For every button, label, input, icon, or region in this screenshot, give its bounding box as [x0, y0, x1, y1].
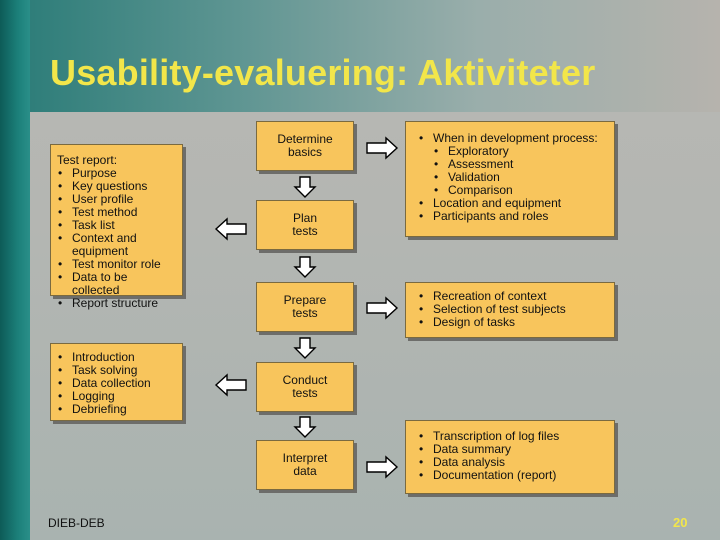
- list-item: • Data collection: [57, 377, 178, 390]
- conduct-activities-box: [50, 343, 183, 421]
- sub-list: [433, 145, 610, 197]
- list-item: • Task list: [57, 219, 178, 232]
- list-item-text: When in development process:: [433, 131, 598, 145]
- interpret-details-box: [405, 420, 615, 494]
- list-item: • Location and equipment: [418, 197, 610, 210]
- list-item: • Transcription of log files: [418, 430, 610, 443]
- sub-list-item: • Comparison: [433, 184, 610, 197]
- list-item: • User profile: [57, 193, 178, 206]
- step-label: Conduct tests: [282, 373, 328, 400]
- down-arrow-icon: [294, 176, 316, 198]
- right-arrow-icon: [366, 137, 398, 159]
- list-item: • Logging: [57, 390, 178, 403]
- list-item: • Test method: [57, 206, 178, 219]
- list-item: • Participants and roles: [418, 210, 610, 223]
- left-arrow-icon: [215, 218, 247, 240]
- down-arrow-icon: [294, 337, 316, 359]
- list-item: • Data summary: [418, 443, 610, 456]
- list-item: • Data to be collected: [57, 271, 178, 297]
- interpret-details-list: [418, 430, 610, 482]
- step-label: Prepare tests: [283, 293, 327, 320]
- list-item: • Debriefing: [57, 403, 178, 416]
- step-label: Determine basics: [277, 132, 333, 159]
- step-label: Plan tests: [292, 211, 318, 238]
- sub-list-item: • Exploratory: [433, 145, 610, 158]
- footer-label: DIEB-DEB: [48, 516, 105, 530]
- conduct-activities-list: [57, 351, 178, 416]
- step-plan-tests: [256, 200, 354, 250]
- down-arrow-icon: [294, 416, 316, 438]
- list-item: • Report structure: [57, 297, 178, 310]
- sub-list-item: • Assessment: [433, 158, 610, 171]
- step-conduct-tests: [256, 362, 354, 412]
- list-item: [418, 132, 610, 197]
- determine-details-box: [405, 121, 615, 237]
- prepare-details-list: [418, 290, 610, 329]
- list-item: • Context and equipment: [57, 232, 178, 258]
- list-item: • Data analysis: [418, 456, 610, 469]
- determine-details-list: [418, 132, 610, 223]
- list-item: • Selection of test subjects: [418, 303, 610, 316]
- prepare-details-box: [405, 282, 615, 338]
- list-item: • Design of tasks: [418, 316, 610, 329]
- step-label: Interpret data: [282, 451, 328, 478]
- list-item: • Purpose: [57, 167, 178, 180]
- page-number: 20: [673, 515, 688, 530]
- slide-title: Usability-evaluering: Aktiviteter: [50, 52, 596, 93]
- list-item: • Test monitor role: [57, 258, 178, 271]
- list-item: • Recreation of context: [418, 290, 610, 303]
- test-report-heading: Test report:: [57, 153, 118, 167]
- right-arrow-icon: [366, 456, 398, 478]
- test-report-box: [50, 144, 183, 310]
- left-accent-band: [0, 0, 30, 540]
- step-determine-basics: [256, 121, 354, 171]
- list-item: • Key questions: [57, 180, 178, 193]
- step-prepare-tests: [256, 282, 354, 332]
- list-item: • Task solving: [57, 364, 178, 377]
- test-report-list: [57, 167, 178, 310]
- sub-list-item: • Validation: [433, 171, 610, 184]
- list-item: • Documentation (report): [418, 469, 610, 482]
- list-item: • Introduction: [57, 351, 178, 364]
- step-interpret-data: [256, 440, 354, 490]
- left-arrow-icon: [215, 374, 247, 396]
- down-arrow-icon: [294, 256, 316, 278]
- right-arrow-icon: [366, 297, 398, 319]
